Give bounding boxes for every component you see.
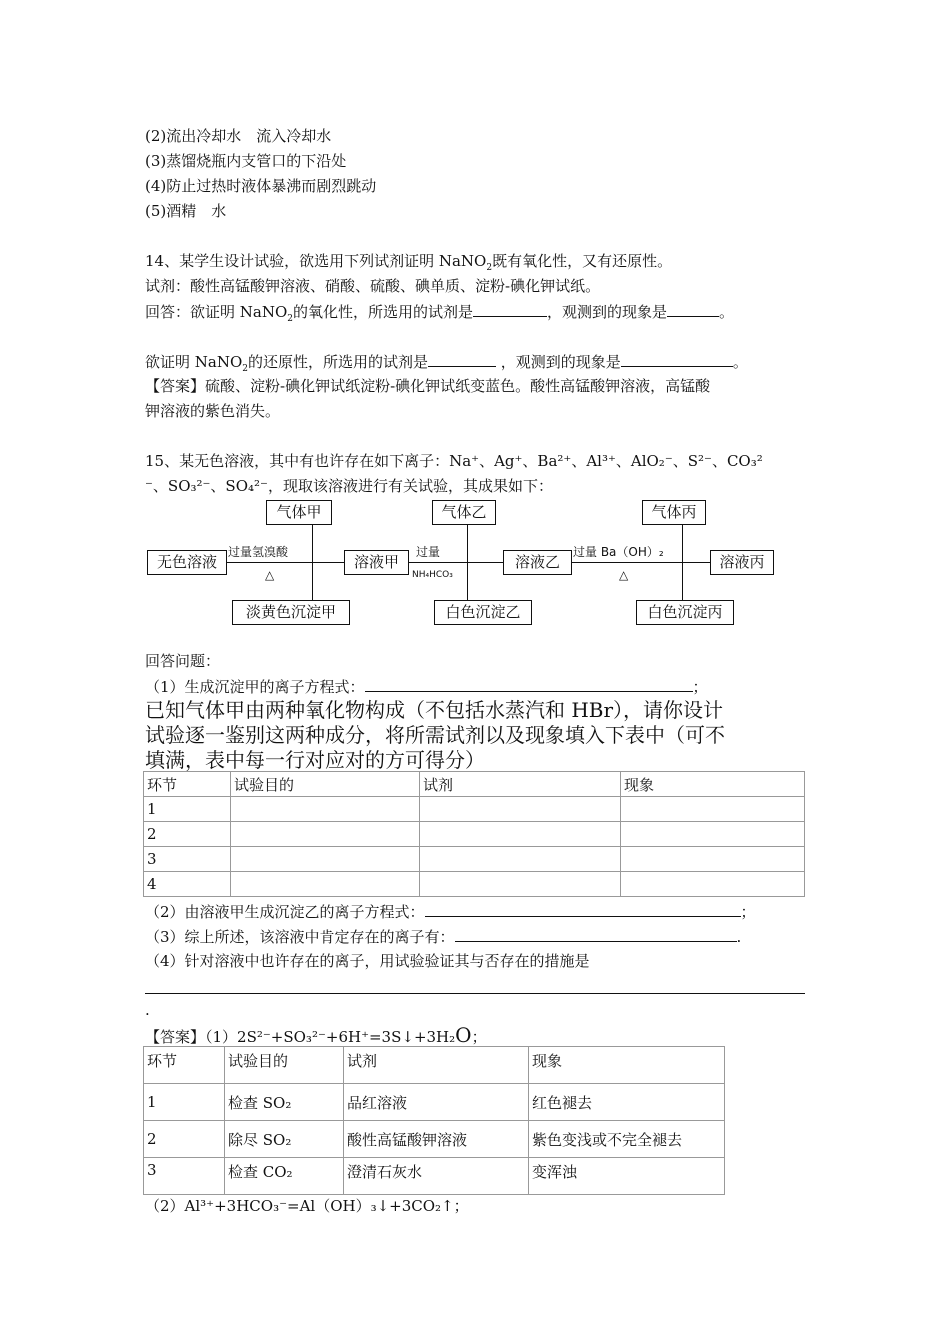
q15-sub1: （1）生成沉淀甲的离子方程式： ； [145, 678, 708, 696]
cell-purpose: 除尽 SO₂ [225, 1121, 344, 1158]
cell-reagent: 澄清石灰水 [344, 1158, 529, 1195]
blank-oxidant-phenomenon[interactable] [667, 301, 719, 317]
row-step: 2 [144, 1121, 225, 1158]
table-row [144, 822, 805, 847]
answer-rule [145, 993, 805, 994]
th-phenomenon: 现象 [529, 1047, 725, 1084]
cell-phenomenon: 紫色变浅或不完全褪去 [529, 1121, 725, 1158]
row-step: 3 [144, 1158, 225, 1195]
box-solution-3: 溶液丙 [710, 550, 774, 575]
box-precipitate-1: 淡黄色沉淀甲 [232, 600, 350, 625]
cell-phenomenon: 变浑浊 [529, 1158, 725, 1195]
cell-purpose[interactable] [231, 847, 420, 872]
q14-line4: 欲证明 NaNO$_2$的还原性，所选用的试剂是 ，观测到的现象是 。 [145, 353, 748, 374]
q15-answer-2: （2）Al³⁺+3HCO₃⁻=Al（OH）₃↓+3CO₂↑； [145, 1197, 469, 1215]
blank-answer-table [143, 771, 805, 897]
th-phenomenon: 现象 [621, 772, 805, 797]
cell-reagent[interactable] [420, 872, 621, 897]
row-step: 3 [144, 847, 231, 872]
row-step: 1 [144, 1084, 225, 1121]
table-row [144, 1084, 725, 1121]
table-header-row [144, 1047, 725, 1084]
blank-equation-2[interactable] [425, 901, 741, 917]
q14-line3: 回答：欲证明 NaNO$_2$的氧化性，所选用的试剂是 ，观测到的现象是 。 [145, 303, 735, 324]
cell-purpose: 检查 SO₂ [225, 1084, 344, 1121]
row-step: 1 [144, 797, 231, 822]
cell-purpose[interactable] [231, 797, 420, 822]
q15-sub4: （4）针对溶液中也许存在的离子，用试验验证其与否存在的措施是 [145, 952, 590, 970]
cell-reagent[interactable] [420, 847, 621, 872]
box-start-solution: 无色溶液 [147, 550, 227, 575]
line-4: (4)防止过热时液体暴沸而剧烈跳动 [145, 177, 377, 195]
arrow1-bottom-label: △ [265, 568, 275, 582]
th-step: 环节 [144, 1047, 225, 1084]
cell-reagent[interactable] [420, 797, 621, 822]
q14-answer-1: 【答案】硫酸、淀粉-碘化钾试纸淀粉-碘化钾试纸变蓝色。酸性高锰酸钾溶液，高锰酸 [145, 377, 711, 395]
table-row [144, 847, 805, 872]
arrow2-bottom-label: NH₄HCO₃ [412, 570, 453, 580]
box-solution-2: 溶液乙 [503, 550, 572, 575]
cell-phenomenon[interactable] [621, 847, 805, 872]
box-precipitate-3: 白色沉淀丙 [636, 600, 734, 625]
table-header-row [144, 772, 805, 797]
arrow3-bottom-label: △ [619, 568, 629, 582]
box-precipitate-2: 白色沉淀乙 [434, 600, 532, 625]
th-purpose: 试验目的 [231, 772, 420, 797]
cell-purpose[interactable] [231, 822, 420, 847]
answer-intro: 回答问题： [145, 652, 221, 670]
cell-phenomenon[interactable] [621, 822, 805, 847]
th-step: 环节 [144, 772, 231, 797]
blank-reductant-phenomenon[interactable] [621, 351, 733, 367]
cell-reagent: 酸性高锰酸钾溶液 [344, 1121, 529, 1158]
table-row [144, 1158, 725, 1195]
q15-line2: ⁻、SO₃²⁻、SO₄²⁻，现取该溶液进行有关试验，其成果如下： [145, 477, 553, 495]
table-row [144, 797, 805, 822]
table-row [144, 1121, 725, 1158]
cell-reagent[interactable] [420, 822, 621, 847]
box-gas-1: 气体甲 [266, 500, 332, 525]
cell-reagent: 品红溶液 [344, 1084, 529, 1121]
q14-answer-2: 钾溶液的紫色消失。 [145, 402, 281, 420]
box-gas-2: 气体乙 [432, 500, 496, 525]
row-step: 4 [144, 872, 231, 897]
blank-oxidant-reagent[interactable] [473, 301, 547, 317]
line-2: (2)流出冷却水 流入冷却水 [145, 127, 332, 145]
th-purpose: 试验目的 [225, 1047, 344, 1084]
q15-line1: 15、某无色溶液，其中有也许存在如下离子：Na⁺、Ag⁺、Ba²⁺、Al³⁺、AlO₂⁻、S²⁻、CO₃² [145, 452, 763, 470]
blank-ions[interactable] [455, 926, 737, 942]
cell-purpose: 检查 CO₂ [225, 1158, 344, 1195]
q14-line2: 试剂：酸性高锰酸钾溶液、硝酸、硫酸、碘单质、淀粉-碘化钾试纸。 [145, 277, 601, 295]
q15-answer-1: 【答案】（1）2S²⁻+SO₃²⁻+6H⁺=3S↓+3H₂O； [145, 1023, 487, 1047]
big-text-3: 填满，表中每一行对应对的方可得分） [145, 748, 485, 772]
big-text-2: 试验逐一鉴别这两种成分，将所需试剂以及现象填入下表中（可不 [145, 723, 725, 747]
cell-phenomenon: 红色褪去 [529, 1084, 725, 1121]
line-3: (3)蒸馏烧瓶内支管口的下沿处 [145, 152, 347, 170]
arrow1-top-label: 过量氢溴酸 [228, 545, 289, 559]
box-gas-3: 气体丙 [642, 500, 706, 525]
line-5: (5)酒精 水 [145, 202, 227, 220]
cell-phenomenon[interactable] [621, 797, 805, 822]
blank-reductant-reagent[interactable] [428, 351, 496, 367]
table-row [144, 872, 805, 897]
big-text-1: 已知气体甲由两种氧化物构成（不包括水蒸汽和 HBr），请你设计 [145, 698, 724, 722]
th-reagent: 试剂 [420, 772, 621, 797]
cell-phenomenon[interactable] [621, 872, 805, 897]
row-step: 2 [144, 822, 231, 847]
answer-table [143, 1046, 725, 1195]
blank-equation-1[interactable] [365, 676, 693, 692]
cell-purpose[interactable] [231, 872, 420, 897]
th-reagent: 试剂 [344, 1047, 529, 1084]
box-solution-1: 溶液甲 [344, 550, 409, 575]
q15-sub2: （2）由溶液甲生成沉淀乙的离子方程式： ； [145, 903, 756, 921]
trailing-dot: . [145, 1001, 150, 1019]
q15-sub3: （3）综上所述，该溶液中肯定存在的离子有： . [145, 928, 742, 946]
arrow2-top-label: 过量 [416, 545, 441, 559]
q14-line1: 14、某学生设计试验，欲选用下列试剂证明 NaNO$_2$既有氧化性，又有还原性。 [145, 252, 673, 273]
arrow3-top-label: 过量 Ba（OH）₂ [573, 545, 664, 559]
